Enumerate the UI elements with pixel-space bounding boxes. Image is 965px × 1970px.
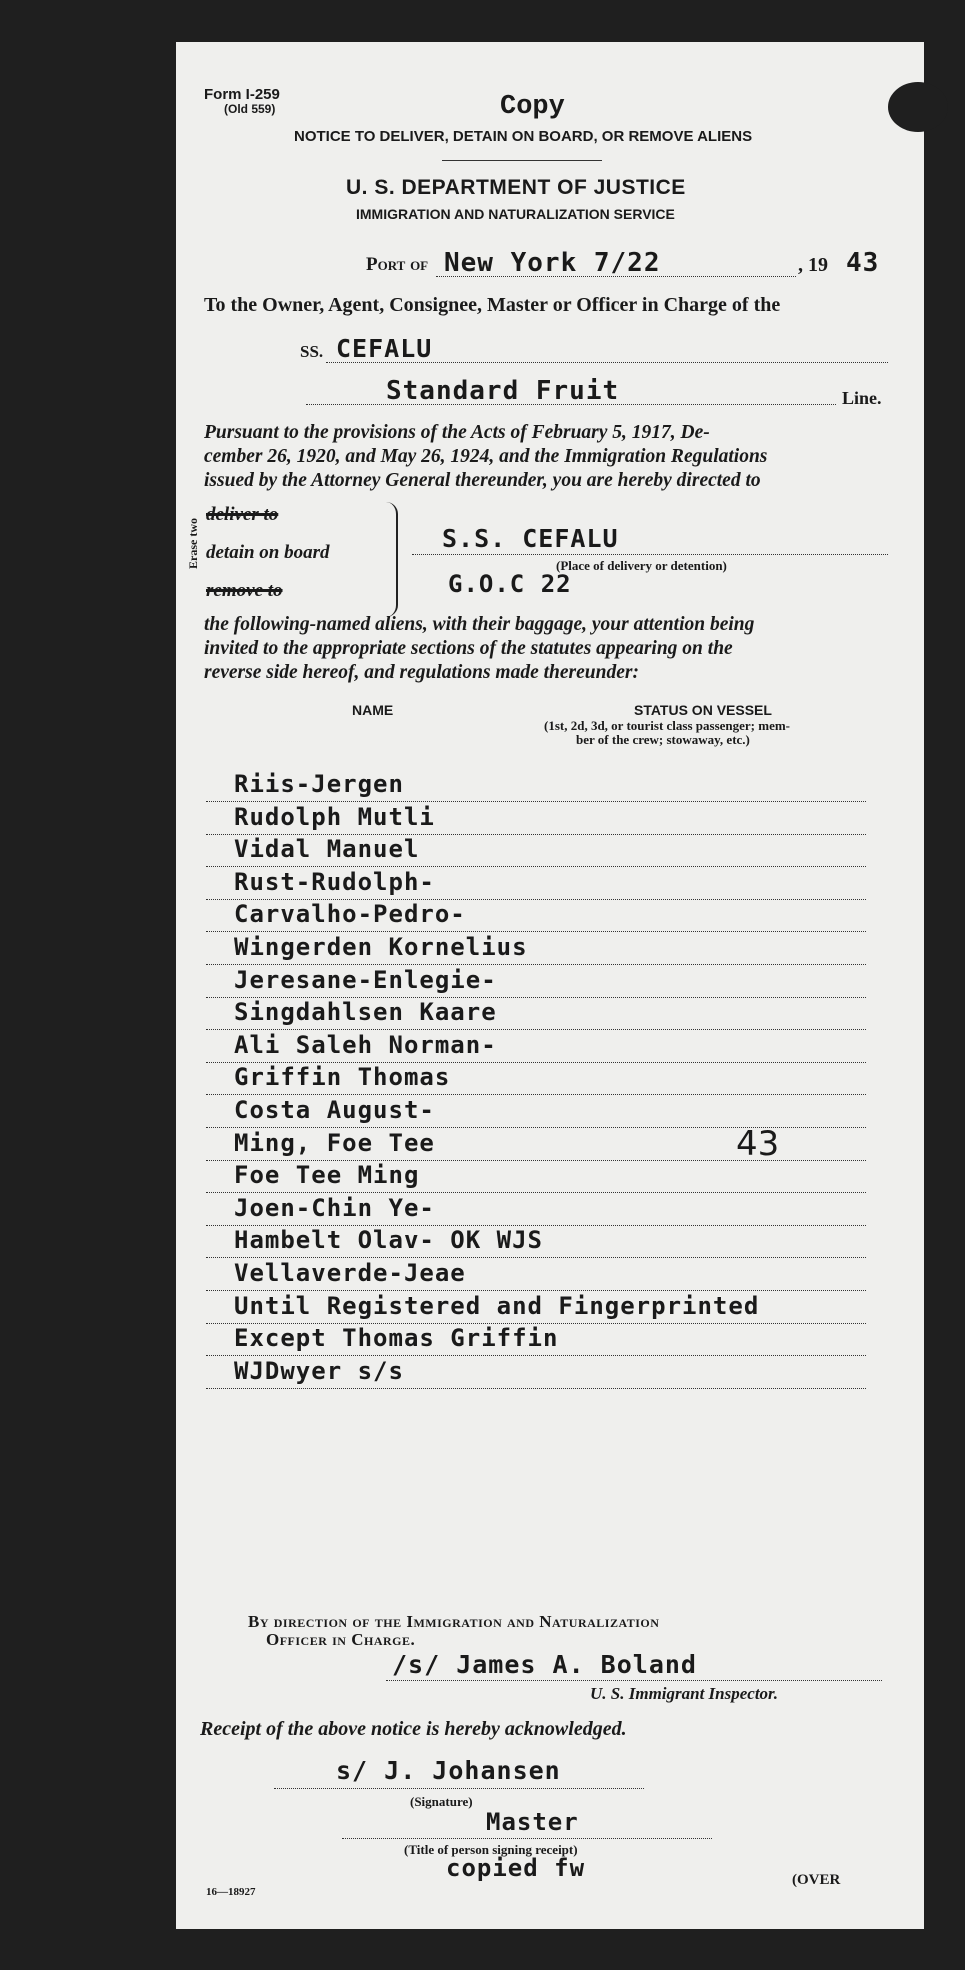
alien-name: Ali Saleh Norman- xyxy=(234,1030,497,1059)
alien-name: Until Registered and Fingerprinted xyxy=(234,1291,760,1320)
service-title: IMMIGRATION AND NATURALIZATION SERVICE xyxy=(356,206,675,222)
pursuant-line-3: issued by the Attorney General thereunder, you are hereby directed to xyxy=(204,470,761,491)
alien-name: Ming, Foe Tee xyxy=(234,1128,435,1157)
inspector-signature: /s/ James A. Boland xyxy=(392,1650,697,1679)
header-rule xyxy=(442,160,602,161)
alien-row xyxy=(206,868,866,900)
place-line xyxy=(412,554,888,555)
master-signature: s/ J. Johansen xyxy=(336,1756,561,1785)
line-label: Line. xyxy=(842,388,882,408)
erase-two-label: Erase two xyxy=(186,518,200,569)
year-value: 43 xyxy=(846,248,880,278)
alien-row xyxy=(206,966,866,998)
alien-row xyxy=(206,1063,866,1095)
pursuant-line-2: cember 26, 1920, and May 26, 1924, and the Immigration Regulations xyxy=(204,446,768,467)
place-caption: (Place of delivery or detention) xyxy=(556,558,727,573)
alien-row-line xyxy=(206,1388,866,1389)
alien-name: Jeresane-Enlegie- xyxy=(234,965,497,994)
reference-code: G.O.C 22 xyxy=(448,570,572,598)
direction-line-2: Officer in Charge. xyxy=(266,1630,416,1649)
alien-name: Griffin Thomas xyxy=(234,1063,451,1092)
year-prefix: , 19 xyxy=(798,254,828,276)
alien-row xyxy=(206,1324,866,1356)
alien-name: Costa August- xyxy=(234,1096,435,1124)
alien-name: Riis-Jergen xyxy=(234,770,404,798)
alien-name: WJDwyer s/s xyxy=(234,1356,404,1385)
title-caption: (Title of person signing receipt) xyxy=(404,1842,578,1857)
alien-row xyxy=(206,803,866,835)
alien-name: Singdahlsen Kaare xyxy=(234,998,497,1027)
name-column-header: NAME xyxy=(352,702,394,718)
place-value: S.S. CEFALU xyxy=(442,524,619,553)
alien-row xyxy=(206,1194,866,1226)
option-remove: remove to xyxy=(206,580,283,601)
print-code: 16—18927 xyxy=(206,1886,256,1898)
alien-name: Vidal Manuel xyxy=(234,835,420,864)
status-note-2: ber of the crew; stowaway, etc.) xyxy=(576,732,750,747)
alien-row xyxy=(206,1161,866,1193)
alien-row xyxy=(206,998,866,1030)
receipt-text: Receipt of the above notice is hereby acknowledged. xyxy=(200,1718,627,1740)
alien-name: Rudolph Mutli xyxy=(234,802,435,831)
punch-hole xyxy=(888,82,948,132)
ss-label: SS. xyxy=(300,342,324,361)
status-note-1: (1st, 2d, 3d, or tourist class passenger; mem- xyxy=(544,718,791,733)
port-label: Port of xyxy=(366,254,429,275)
alien-name: Joen-Chin Ye- xyxy=(234,1193,435,1222)
receipt-title-line xyxy=(342,1838,712,1839)
margin-number: 43 xyxy=(736,1124,780,1164)
inspector-title: U. S. Immigrant Inspector. xyxy=(590,1684,778,1703)
alien-name: Carvalho-Pedro- xyxy=(234,900,466,929)
alien-name: Wingerden Kornelius xyxy=(234,933,528,961)
line-name: Standard Fruit xyxy=(386,376,620,406)
directive-brace xyxy=(382,502,398,617)
alien-name: Rust-Rudolph- xyxy=(234,867,435,896)
alien-row xyxy=(206,770,866,802)
following-line-2: invited to the appropriate sections of the statutes appearing on the xyxy=(204,638,733,659)
option-deliver: deliver to xyxy=(206,504,279,525)
copied-note: copied fw xyxy=(446,1854,586,1882)
alien-name: Vellaverde-Jeae xyxy=(234,1259,466,1287)
form-number: Form I-259 xyxy=(204,86,280,103)
direction-line-1: By direction of the Immigration and Naturalization xyxy=(248,1612,660,1631)
inspector-signature-line xyxy=(386,1680,882,1681)
following-line-1: the following-named aliens, with their baggage, your attention being xyxy=(204,614,755,635)
form-page xyxy=(176,42,924,1929)
alien-row xyxy=(206,1226,866,1258)
over-note: (OVER xyxy=(792,1872,841,1888)
status-column-header: STATUS ON VESSEL xyxy=(634,702,772,718)
alien-name: Hambelt Olav- OK WJS xyxy=(234,1226,543,1255)
alien-row xyxy=(206,933,866,965)
alien-row xyxy=(206,835,866,867)
department-title: U. S. DEPARTMENT OF JUSTICE xyxy=(346,176,686,199)
address-line: To the Owner, Agent, Consignee, Master or Officer in Charge of the xyxy=(204,294,781,316)
alien-name: Except Thomas Griffin xyxy=(234,1324,559,1353)
port-value: New York 7/22 xyxy=(444,248,661,278)
notice-title: NOTICE TO DELIVER, DETAIN ON BOARD, OR REMOVE ALIENS xyxy=(294,128,753,145)
alien-name: Foe Tee Ming xyxy=(234,1161,420,1190)
alien-row xyxy=(206,1031,866,1063)
alien-row xyxy=(206,1357,866,1389)
ship-name: CEFALU xyxy=(336,334,433,363)
signature-caption: (Signature) xyxy=(410,1794,473,1809)
receipt-title-value: Master xyxy=(486,1808,579,1836)
pursuant-line-1: Pursuant to the provisions of the Acts of February 5, 1917, De- xyxy=(204,422,710,443)
option-detain: detain on board xyxy=(206,542,330,563)
alien-row xyxy=(206,1292,866,1324)
alien-row xyxy=(206,1259,866,1291)
copy-mark: Copy xyxy=(500,92,565,122)
following-line-3: reverse side hereof, and regulations made thereunder: xyxy=(204,662,639,683)
master-signature-line xyxy=(274,1788,644,1789)
old-form-number: (Old 559) xyxy=(224,102,276,116)
alien-row xyxy=(206,900,866,932)
